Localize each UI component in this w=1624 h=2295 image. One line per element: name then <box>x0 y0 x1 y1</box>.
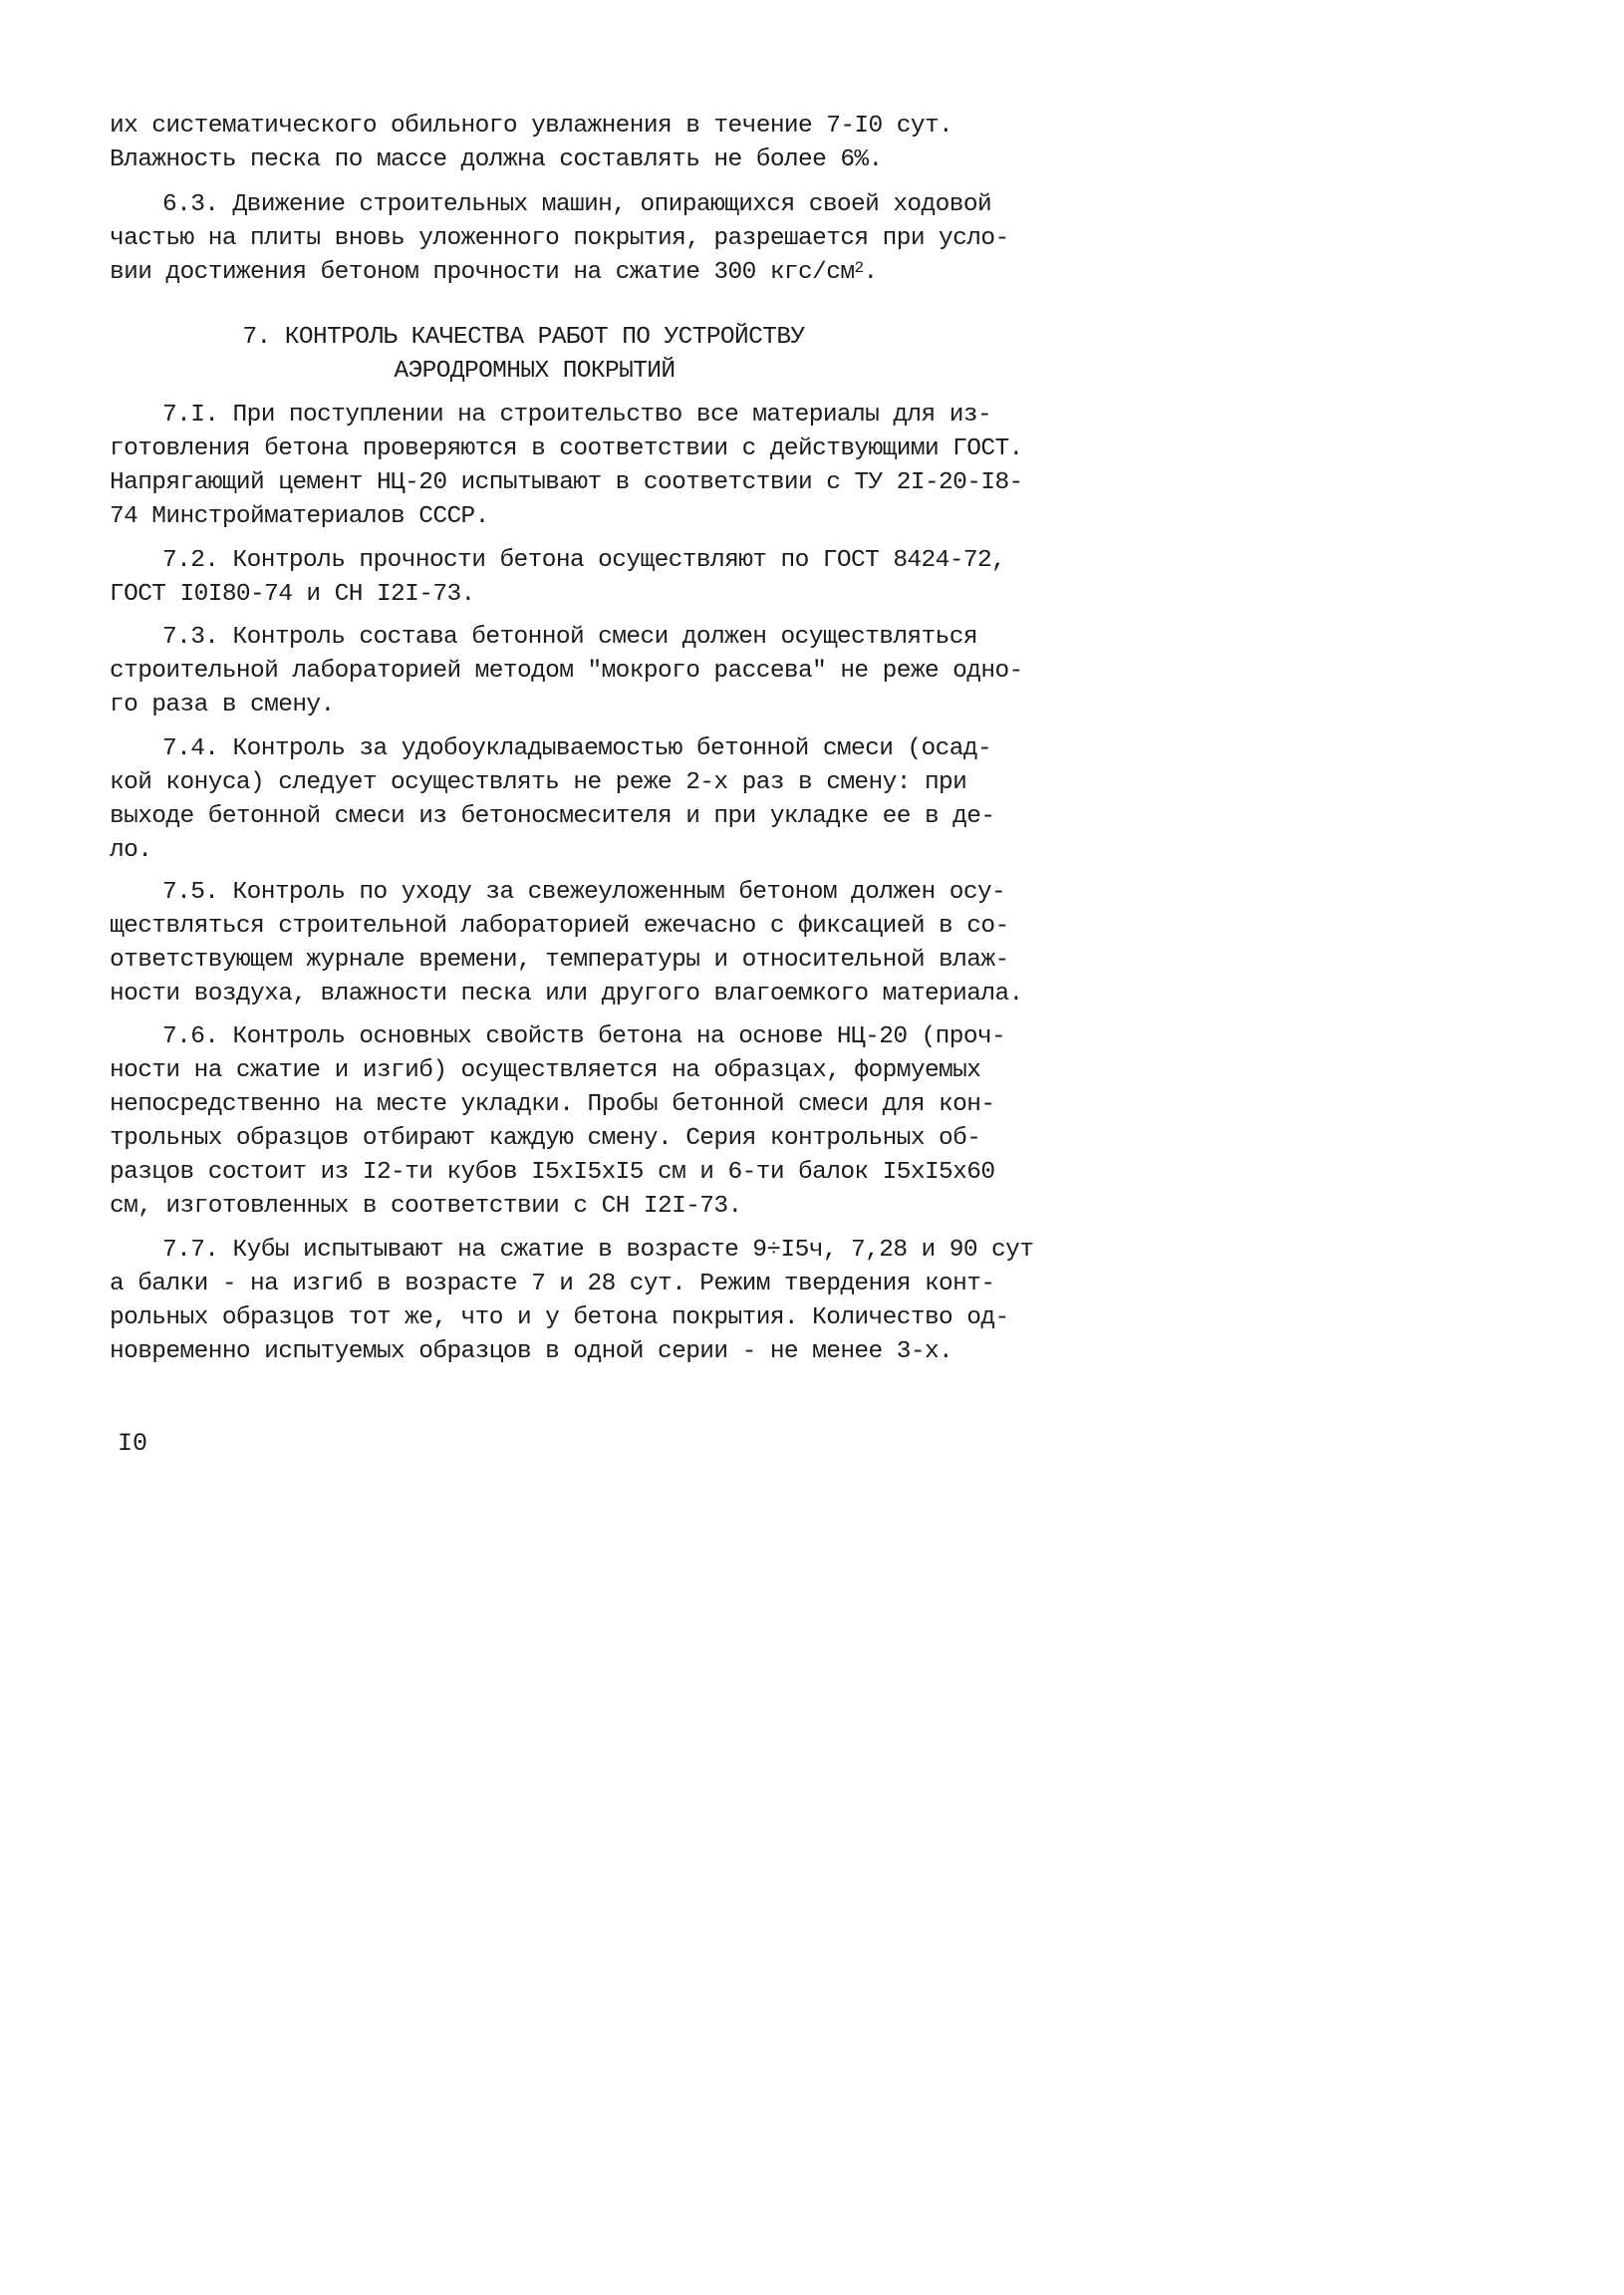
paragraph-7-1-line-2: готовления бетона проверяются в соответствии с действующими ГОСТ. <box>110 435 1023 462</box>
paragraph-7-5-line-2: ществляться строительной лабораторией ежечасно с фиксацией в со- <box>110 913 1009 940</box>
section-heading-line-2: АЭРОДРОМНЫХ ПОКРЫТИЙ <box>394 358 676 385</box>
paragraph-7-6-line-5: разцов состоит из I2-ти кубов I5xI5xI5 см и 6-ти балок I5xI5x60 <box>110 1159 995 1186</box>
continuation-line-1: их систематического обильного увлажнения в течение 7-I0 сут. <box>110 113 953 140</box>
paragraph-7-5-line-4: ности воздуха, влажности песка или другого влагоемкого материала. <box>110 981 1023 1007</box>
paragraph-7-6-line-3: непосредственно на месте укладки. Пробы бетонной смеси для кон- <box>110 1091 995 1118</box>
paragraph-7-7-line-1: 7.7. Кубы испытывают на сжатие в возрасте 9÷I5ч, 7,28 и 90 сут <box>162 1237 1034 1264</box>
paragraph-7-6-line-6: см, изготовленных в соответствии с СН I2I-73. <box>110 1193 742 1220</box>
paragraph-7-4-line-3: выходе бетонной смеси из бетоносмесителя и при укладке ее в де- <box>110 803 995 830</box>
paragraph-7-3-line-2: строительной лабораторией методом "мокрого рассева" не реже одно- <box>110 658 1023 685</box>
superscript-two: 2 <box>854 259 864 277</box>
page-number: I0 <box>118 1429 148 1458</box>
paragraph-7-6-line-1: 7.6. Контроль основных свойств бетона на основе НЦ-20 (проч- <box>162 1023 1006 1050</box>
paragraph-7-5-line-1: 7.5. Контроль по уходу за свежеуложенным бетоном должен осу- <box>162 879 1006 906</box>
paragraph-6-3-line-3-text: вии достижения бетоном прочности на сжатие 300 кгс/см <box>110 259 855 286</box>
paragraph-7-3-line-1: 7.3. Контроль состава бетонной смеси должен осуществляться <box>162 624 977 651</box>
paragraph-7-4-line-4: ло. <box>110 837 152 864</box>
paragraph-7-2-line-1: 7.2. Контроль прочности бетона осуществляют по ГОСТ 8424-72, <box>162 547 1006 574</box>
paragraph-7-2-line-2: ГОСТ I0I80-74 и СН I2I-73. <box>110 581 475 608</box>
paragraph-7-1-line-4: 74 Минстройматериалов СССР. <box>110 503 489 530</box>
paragraph-7-7-line-3: рольных образцов тот же, что и у бетона покрытия. Количество од- <box>110 1304 1009 1331</box>
document-page <box>0 0 1099 1553</box>
paragraph-7-5-line-3: ответствующем журнале времени, температуры и относительной влаж- <box>110 947 1009 974</box>
continuation-line-2: Влажность песка по массе должна составлять не более 6%. <box>110 146 883 173</box>
paragraph-7-3-line-3: го раза в смену. <box>110 692 335 718</box>
paragraph-7-4-line-2: кой конуса) следует осуществлять не реже 2-х раз в смену: при <box>110 769 967 796</box>
paragraph-7-7-line-2: а балки - на изгиб в возрасте 7 и 28 сут. Режим твердения конт- <box>110 1271 995 1297</box>
paragraph-7-6-line-4: трольных образцов отбирают каждую смену. Серия контрольных об- <box>110 1125 981 1152</box>
paragraph-7-1-line-1: 7.I. При поступлении на строительство все материалы для из- <box>162 402 992 429</box>
paragraph-7-7-line-4: новременно испытуемых образцов в одной серии - не менее 3-х. <box>110 1338 953 1365</box>
section-heading-line-1: 7. КОНТРОЛЬ КАЧЕСТВА РАБОТ ПО УСТРОЙСТВУ <box>242 324 805 351</box>
paragraph-7-6-line-2: ности на сжатие и изгиб) осуществляется на образцах, формуемых <box>110 1057 981 1084</box>
paragraph-6-3-line-1: 6.3. Движение строительных машин, опирающихся своей ходовой <box>162 191 992 218</box>
paragraph-6-3-line-2: частью на плиты вновь уложенного покрытия, разрешается при усло- <box>110 225 1009 252</box>
paragraph-7-4-line-1: 7.4. Контроль за удобоукладываемостью бетонной смеси (осад- <box>162 735 992 762</box>
paragraph-6-3-line-3 <box>110 256 878 290</box>
paragraph-7-1-line-3: Напрягающий цемент НЦ-20 испытывают в соответствии с ТУ 2I-20-I8- <box>110 469 1023 496</box>
paragraph-6-3-end: . <box>863 259 878 286</box>
